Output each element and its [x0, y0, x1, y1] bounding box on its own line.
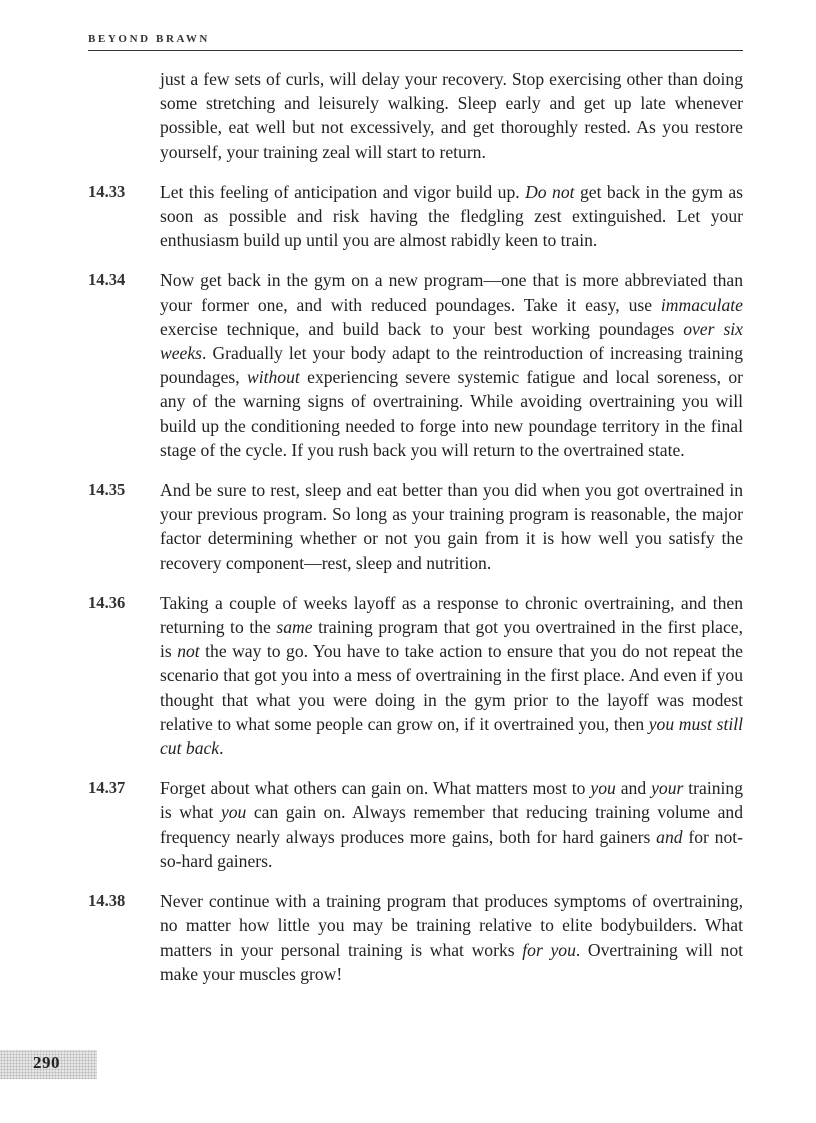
- text-segment: and: [615, 778, 652, 799]
- text-segment: training program that got you overtrained in the first place, is: [160, 617, 743, 662]
- text-segment: the way to go. You have to take action to ensure that you do not repeat the scenario that got you into a mess of overtraining in the first place. And even if you thought that what you were doing in the gym prior to the layoff was modest relative to what some people can grow on, if it overtrained you, then: [160, 641, 743, 734]
- text-segment: Forget about what others can gain on. What matters most to: [160, 778, 591, 799]
- paragraph-text: [160, 180, 743, 253]
- text-segment: Let this feeling of anticipation and vigor build up.: [160, 181, 526, 202]
- paragraph-number: 14.34: [88, 270, 126, 290]
- page-number: 290: [33, 1053, 60, 1072]
- emphasis-text: not: [177, 641, 200, 662]
- emphasis-text: you must still cut back: [160, 713, 743, 759]
- numbered-paragraph: [88, 776, 743, 873]
- text-segment: training is what: [160, 778, 744, 823]
- paragraph-text: [160, 478, 743, 575]
- text-segment: And be sure to rest, sleep and eat better than you did when you got overtrained in your previous program. So long as your training program is reasonable, the major factor determining whether or not you gain from it is how well you satisfy the recovery component—rest, sleep and nutrition.: [160, 480, 743, 573]
- text-segment: . Overtraining will not make your muscles grow!: [160, 939, 743, 984]
- numbered-paragraphs: [88, 180, 743, 986]
- emphasis-text: you: [220, 802, 247, 823]
- emphasis-text: your: [651, 778, 684, 799]
- text-segment: Never continue with a training program that produces symptoms of overtraining, no matter how little you may be training relative to elite bodybuilders. What matters in your personal training is what works: [160, 891, 743, 960]
- paragraph-number: 14.36: [88, 592, 126, 612]
- text-segment: Now get back in the gym on a new program—one that is more abbreviated than your former one, and with reduced poundages. Take it easy, use: [160, 270, 743, 315]
- numbered-paragraph: [88, 268, 743, 462]
- text-segment: Taking a couple of weeks layoff as a response to chronic overtraining, and then returning to the: [160, 592, 743, 638]
- numbered-paragraph: [88, 591, 743, 760]
- paragraph-number: 14.35: [88, 480, 126, 500]
- paragraph-number: 14.33: [88, 181, 126, 201]
- paragraph-text: [160, 776, 743, 873]
- text-segment: . Gradually let your body adapt to the reintroduction of increasing training poundages,: [160, 343, 743, 388]
- emphasis-text: without: [247, 367, 300, 388]
- numbered-paragraph: [88, 180, 743, 253]
- emphasis-text: you: [590, 778, 616, 799]
- emphasis-text: Do not: [525, 181, 575, 202]
- header-rule: [88, 50, 743, 51]
- emphasis-text: and: [656, 826, 683, 847]
- paragraph-number: 14.37: [88, 778, 126, 798]
- lead-paragraph: just a few sets of curls, will delay your recovery. Stop exercising other than doing some stretching and leisurely walking. Sleep early and get up late whenever possible, eat well but not excessively, and get thoroughly rested. As you restore yourself, your training zeal will start to return.: [160, 69, 743, 162]
- emphasis-text: for you: [522, 939, 576, 960]
- paragraph-text: [160, 889, 743, 986]
- text-segment: get back in the gym as soon as possible and risk having the fledgling zest extinguished. Let your enthusiasm build up until you are almost rabidly keen to train.: [160, 181, 743, 251]
- text-segment: can gain on. Always remember that reducing training volume and frequency nearly always produces more gains, both for hard gainers: [160, 802, 744, 847]
- paragraph-text: [160, 591, 743, 760]
- page-body: [88, 67, 743, 1002]
- emphasis-text: over six weeks: [160, 318, 743, 364]
- paragraph-number: 14.38: [88, 891, 126, 911]
- text-segment: exercise technique, and build back to your best working poundages: [160, 318, 684, 339]
- text-segment: .: [219, 738, 224, 759]
- text-segment: experiencing severe systemic fatigue and local soreness, or any of the warning signs of overtraining. While avoiding overtraining you will build up the conditioning needed to forge into new poundage territory in the final stage of the cycle. If you rush back you will return to the overtrained state.: [160, 367, 743, 460]
- paragraph-text: [160, 268, 743, 462]
- emphasis-text: immaculate: [660, 294, 743, 315]
- numbered-paragraph: [88, 889, 743, 986]
- emphasis-text: same: [276, 617, 313, 638]
- running-head: BEYOND BRAWN: [88, 33, 210, 45]
- numbered-paragraph: [88, 478, 743, 575]
- text-segment: for not-so-hard gainers.: [160, 826, 744, 871]
